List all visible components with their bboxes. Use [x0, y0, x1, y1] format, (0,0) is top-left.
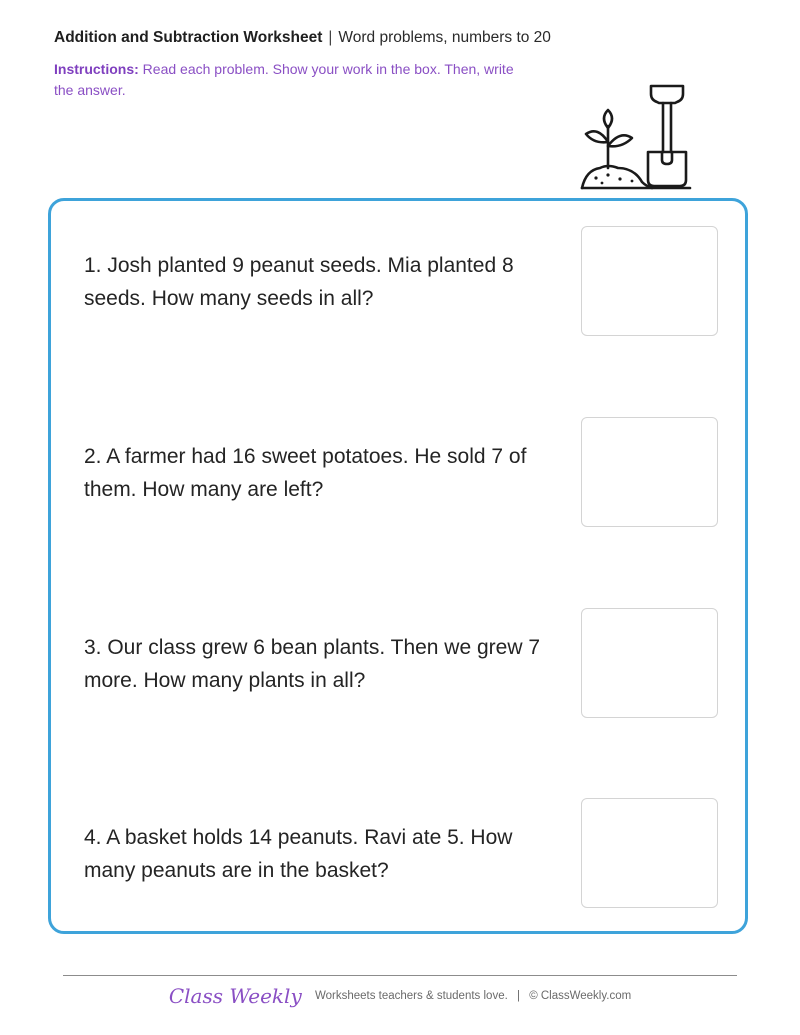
- instructions: [54, 59, 534, 101]
- instructions-lead: Instructions:: [54, 61, 139, 77]
- seedling-and-shovel-icon: [578, 82, 694, 194]
- footer-divider: [63, 975, 737, 976]
- footer-copyright: © ClassWeekly.com: [529, 990, 632, 1002]
- problems-card: [48, 198, 748, 934]
- worksheet-header: [54, 28, 754, 48]
- answer-box-3[interactable]: [581, 608, 718, 718]
- worksheet-subtitle: Word problems, numbers to 20: [338, 29, 551, 46]
- answer-box-4[interactable]: [581, 798, 718, 908]
- footer-separator: |: [516, 990, 520, 1002]
- problem-1: 1. Josh planted 9 peanut seeds. Mia planted 8 seeds. How many seeds in all?: [84, 254, 514, 310]
- answer-box-1[interactable]: [581, 226, 718, 336]
- answer-box-2[interactable]: [581, 417, 718, 527]
- problem-3: 3. Our class grew 6 bean plants. Then we grew 7 more. How many plants in all?: [84, 636, 541, 692]
- problem-4: 4. A basket holds 14 peanuts. Ravi ate 5. How many peanuts are in the basket?: [84, 826, 513, 882]
- title-separator: |: [328, 29, 333, 46]
- worksheet-title: Addition and Subtraction Worksheet: [54, 29, 323, 46]
- footer-tagline: Worksheets teachers & students love.: [314, 990, 508, 1002]
- brand-logo: Class Weekly: [168, 984, 302, 1008]
- footer: [0, 984, 800, 1008]
- instructions-text: Read each problem. Show your work in the box. Then, write the answer.: [54, 61, 514, 98]
- problem-2: 2. A farmer had 16 sweet potatoes. He sold 7 of them. How many are left?: [84, 445, 527, 501]
